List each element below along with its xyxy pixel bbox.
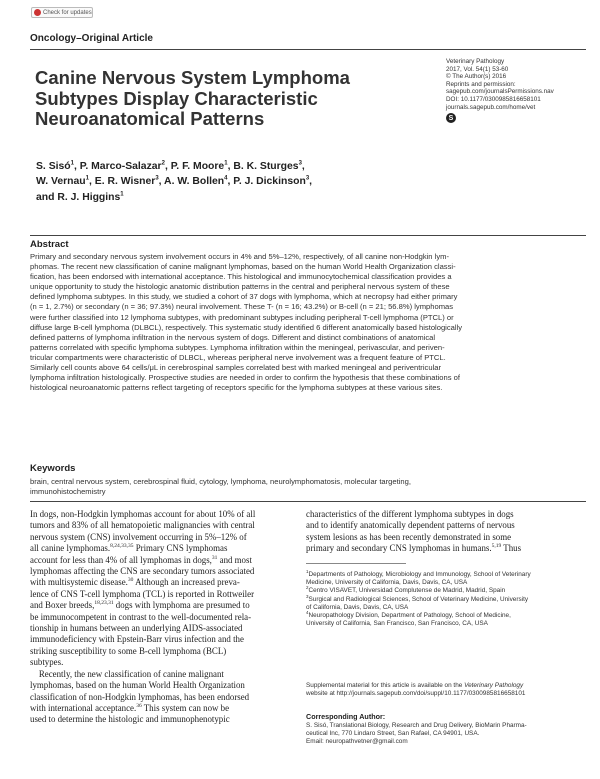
affiliation-line — [306, 620, 586, 628]
corresponding-author — [306, 722, 586, 747]
reference-superscript: 1 — [306, 568, 309, 574]
corresponding-line: ceutical Inc, 770 Lindaro Street, San Rafael, CA 94901, USA. — [306, 730, 480, 738]
supplemental-note — [306, 682, 586, 698]
text-segment: Recently, the new classification of canine malignant — [30, 668, 224, 679]
reference-superscript: 3 — [155, 175, 159, 182]
reference-superscript: 3 — [305, 175, 310, 182]
text-segment: , P. J. Dickinson — [227, 176, 306, 188]
abstract-line: fication, has been endorsed with international acceptance. This histological and immunocytochemical classification provides a — [30, 272, 452, 282]
body-line — [30, 520, 298, 531]
body-line — [30, 589, 298, 600]
keywords-rule — [30, 501, 586, 502]
abstract-heading: Abstract — [30, 239, 69, 250]
journal-name: Veterinary Pathology — [446, 58, 505, 65]
text-segment: classification of non-Hodgkin lymphomas, has been endorsed — [30, 691, 250, 702]
keywords-line: immunohistochemistry — [30, 487, 106, 497]
reference-superscript: 36 — [136, 702, 142, 709]
body-line — [30, 577, 298, 588]
journal-reprints: Reprints and permission: — [446, 80, 516, 88]
author-line — [36, 190, 436, 205]
abstract-line: tricular compartments were characteristic of DLBCL, whereas peripheral nerve involvement was a frequent feature of PTCL. — [30, 352, 446, 362]
sage-logo-icon: S — [446, 113, 456, 123]
text-segment: nervous system (CNS) involvement occurring in 5%–12% of — [30, 531, 247, 542]
text-segment: Neuropathology Division, Department of Pathology, School of Medicine, — [308, 612, 511, 620]
abstract-rule — [30, 235, 586, 236]
abstract-line: phomas. The recent new classification of canine malignant lymphomas, based on the human World Health Organization classi- — [30, 262, 456, 272]
affiliations — [306, 568, 586, 628]
keywords-heading: Keywords — [30, 463, 76, 474]
reference-superscript: 1 — [85, 175, 90, 182]
reference-superscript: 31 — [211, 554, 218, 561]
supplemental-link[interactable]: website at http://journals.sagepub.com/doi/suppl/10.1177/0300985816658101 — [306, 690, 526, 698]
reference-superscript: 18,23,31 — [94, 600, 114, 607]
corresponding-line: S. Sisó, Translational Biology, Research and Drug Delivery, BioMarin Pharma- — [306, 722, 527, 729]
body-line — [30, 532, 298, 543]
text-segment: used to determine the histologic and immunophenotypic — [30, 714, 230, 725]
text-segment: with international acceptance. — [30, 702, 137, 713]
body-line — [306, 520, 586, 531]
footnote-rule — [306, 563, 406, 564]
text-segment: , P. Marco-Salazar — [74, 161, 162, 172]
text-segment: lence of CNS T-cell lymphoma (TCL) is reported in Rottweiler — [30, 588, 255, 599]
article-section-label: Oncology–Original Article — [30, 33, 153, 44]
text-segment: , B. K. Sturges — [227, 161, 299, 172]
abstract-line: defined lymphoma subtypes. In this study, we studied a cohort of 37 dogs with lymphoma, which at necropsy had either primary — [30, 292, 458, 302]
author-list — [36, 159, 436, 205]
text-segment: account for less than 4% of all lymphomas in dogs, — [30, 554, 212, 565]
text-segment: Departments of Pathology, Microbiology and Immunology, School of Veterinary — [308, 571, 531, 578]
body-line — [306, 532, 586, 543]
body-line — [30, 714, 298, 725]
text-segment: Centro VISAVET, Universidad Complutense de Madrid, Madrid, Spain — [308, 587, 506, 595]
reference-superscript: 4 — [306, 609, 309, 615]
text-segment: immunodeficiency with Epstein-Barr virus infection and the — [30, 634, 244, 645]
corresponding-author-heading: Corresponding Author: — [306, 712, 386, 721]
abstract-body — [30, 252, 586, 393]
title-line: Neuroanatomical Patterns — [35, 108, 265, 129]
text-segment: tumors and 83% of all hematopoietic malignancies with central — [30, 520, 255, 531]
affiliation-line — [306, 587, 586, 595]
body-line — [30, 657, 298, 668]
text-segment: Primary CNS lymphomas — [133, 543, 228, 554]
body-line — [30, 692, 298, 703]
abstract-line: were further classified into 12 lymphoma subtypes, with predominant subtypes including peripheral T-cell lymphoma (PTCL) or — [30, 312, 454, 322]
abstract-line: diffuse large B-cell lymphoma (DLBCL), respectively. This systematic study identified 6 different anatomically based histologically — [30, 322, 463, 332]
affiliation-line — [306, 593, 586, 604]
text-segment: be immunocompetent in contrast to the well-documented rela- — [30, 611, 252, 622]
reference-superscript: 3 — [306, 593, 309, 599]
body-line — [30, 509, 298, 520]
text-segment: and R. J. Higgins — [36, 191, 121, 203]
reference-superscript: 2 — [161, 160, 165, 167]
check-for-updates-badge[interactable] — [31, 7, 93, 18]
body-line — [30, 634, 298, 645]
text-segment: , — [301, 161, 305, 172]
text-segment: Thus — [501, 543, 522, 554]
text-segment: subtypes. — [30, 657, 64, 668]
abstract-line: defined patterns of lymphoma infiltration in the nervous system of dogs. Different and distinct combinations of anatomical — [30, 332, 436, 342]
text-segment: Although an increased preva- — [133, 577, 240, 588]
abstract-line: histological neuroanatomic patterns reflect targeting of receptors specific for the lymphoma subtypes at these various sites. — [30, 383, 443, 393]
article-title — [35, 68, 435, 130]
affiliation-line — [306, 568, 586, 579]
text-segment: dogs with lymphoma are presumed to — [113, 600, 250, 611]
text-segment: , — [309, 176, 313, 188]
abstract-line: (n = 1, 2.7%) or secondary (n = 36; 97.3%) neural involvement. These T- (n = 16; 43.2%) or B-cell (n = 21; 56.8%) lymphomas — [30, 302, 454, 312]
title-line: Canine Nervous System Lymphoma — [35, 67, 350, 88]
body-line — [30, 680, 298, 691]
journal-volume: 2017, Vol. 54(1) 53-60 — [446, 65, 509, 73]
reference-superscript: 4 — [224, 175, 228, 182]
abstract-line: Similarly cell counts above 64 cells/μL in cerebrospinal samples correlated best with marked meningeal and periventricular — [30, 363, 441, 373]
crossmark-icon — [34, 9, 41, 16]
reference-superscript: 30 — [127, 577, 134, 584]
body-line — [306, 509, 586, 520]
text-segment: system lesions as has been recently demonstrated in some — [306, 531, 512, 542]
body-column-left — [30, 509, 298, 726]
journal-home-link[interactable]: journals.sagepub.com/home/vet — [446, 103, 536, 111]
reference-superscript: 2 — [306, 585, 309, 591]
reference-superscript: 1 — [120, 191, 124, 198]
badge-label: Check for updates — [43, 9, 92, 16]
body-line — [30, 543, 298, 554]
text-segment: Surgical and Radiological Sciences, School of Veterinary Medicine, University — [308, 595, 529, 603]
text-segment: of California, Davis, Davis, CA, USA — [306, 603, 409, 611]
abstract-line: patterns correlated with specific lymphoma subtypes. Lymphoma infiltration within the meningeal, perivascular, and periven- — [30, 342, 445, 352]
journal-copyright: © The Author(s) 2016 — [446, 73, 507, 81]
text-segment: lymphomas, based on the human World Health Organization — [30, 680, 245, 691]
text-segment: , A. W. Bollen — [158, 176, 225, 188]
text-segment: and most — [217, 554, 252, 565]
affiliation-line — [306, 604, 586, 612]
text-segment: characteristics of the different lymphoma subtypes in dogs — [306, 509, 514, 519]
abstract-line: unique opportunity to study the histologic anatomic distribution patterns in the central and peripheral nervous system of these — [30, 282, 450, 292]
abstract-line: lymphoma infiltration histologically. Prospective studies are needed in order to confirm the hypothesis that these combinations of — [30, 373, 460, 383]
text-segment: with multisystemic disease. — [30, 577, 128, 588]
body-line — [30, 612, 298, 623]
text-segment: University of California, San Francisco, San Francisco, CA, USA — [306, 620, 488, 628]
text-segment: tionship in humans between an underlying AIDS-associated — [30, 623, 243, 634]
reference-superscript: 5,19 — [491, 543, 502, 550]
reference-superscript: 8,24,33,35 — [110, 543, 134, 550]
supplemental-line: Supplemental material for this article is available on the Veterinary Pathology — [306, 682, 524, 689]
author-line — [36, 174, 436, 189]
author-line — [36, 159, 436, 174]
reference-superscript: 1 — [224, 160, 228, 167]
corresponding-email[interactable]: Email: neuropathvetner@gmail.com — [306, 738, 408, 746]
keywords-list — [30, 477, 586, 497]
text-segment: striking susceptibility to some B-cell lymphoma (BCL) — [30, 645, 227, 656]
keywords-line: brain, central nervous system, cerebrospinal fluid, cytology, lymphoma, neurolymphomatosis, molecular targeting, — [30, 477, 411, 486]
text-segment: all canine lymphomas. — [30, 543, 111, 554]
text-segment: and to identify anatomically dependent patterns of nervous — [306, 520, 515, 531]
affiliation-line — [306, 609, 586, 620]
text-segment: Medicine, University of California, Davis, Davis, CA, USA — [306, 579, 468, 587]
journal-info — [446, 58, 586, 111]
text-segment: , P. F. Moore — [164, 161, 225, 172]
text-segment: This system can now be — [141, 702, 230, 713]
body-line — [30, 646, 298, 657]
body-line — [30, 566, 298, 577]
text-segment: and Boxer breeds, — [30, 600, 95, 611]
body-line — [30, 669, 298, 680]
text-segment: S. Sisó — [36, 161, 71, 172]
reference-superscript: 1 — [70, 160, 74, 167]
body-line — [30, 623, 298, 634]
text-segment: lymphomas affecting the CNS are secondary tumors associated — [30, 566, 255, 577]
body-line — [30, 703, 298, 714]
body-line — [30, 600, 298, 611]
journal-doi[interactable]: DOI: 10.1177/0300985816658101 — [446, 95, 541, 103]
body-column-right — [306, 509, 586, 555]
journal-name-italic: Veterinary Pathology — [464, 682, 524, 689]
text-segment: W. Vernau — [36, 176, 86, 188]
body-line — [306, 543, 586, 554]
header-rule — [30, 49, 586, 50]
abstract-line: Primary and secondary nervous system involvement occurs in 4% and 5%–12%, respectively, of all canine non-Hodgkin lym- — [30, 252, 449, 261]
journal-permissions-link[interactable]: sagepub.com/journalsPermissions.nav — [446, 88, 554, 96]
title-line: Subtypes Display Characteristic — [35, 87, 318, 109]
text-segment: , E. R. Wisner — [89, 176, 156, 188]
body-line — [30, 555, 298, 566]
text-segment: In dogs, non-Hodgkin lymphomas account for about 10% of all — [30, 509, 256, 519]
text-segment: primary and secondary CNS lymphomas in humans. — [306, 543, 492, 554]
reference-superscript: 3 — [298, 160, 302, 167]
